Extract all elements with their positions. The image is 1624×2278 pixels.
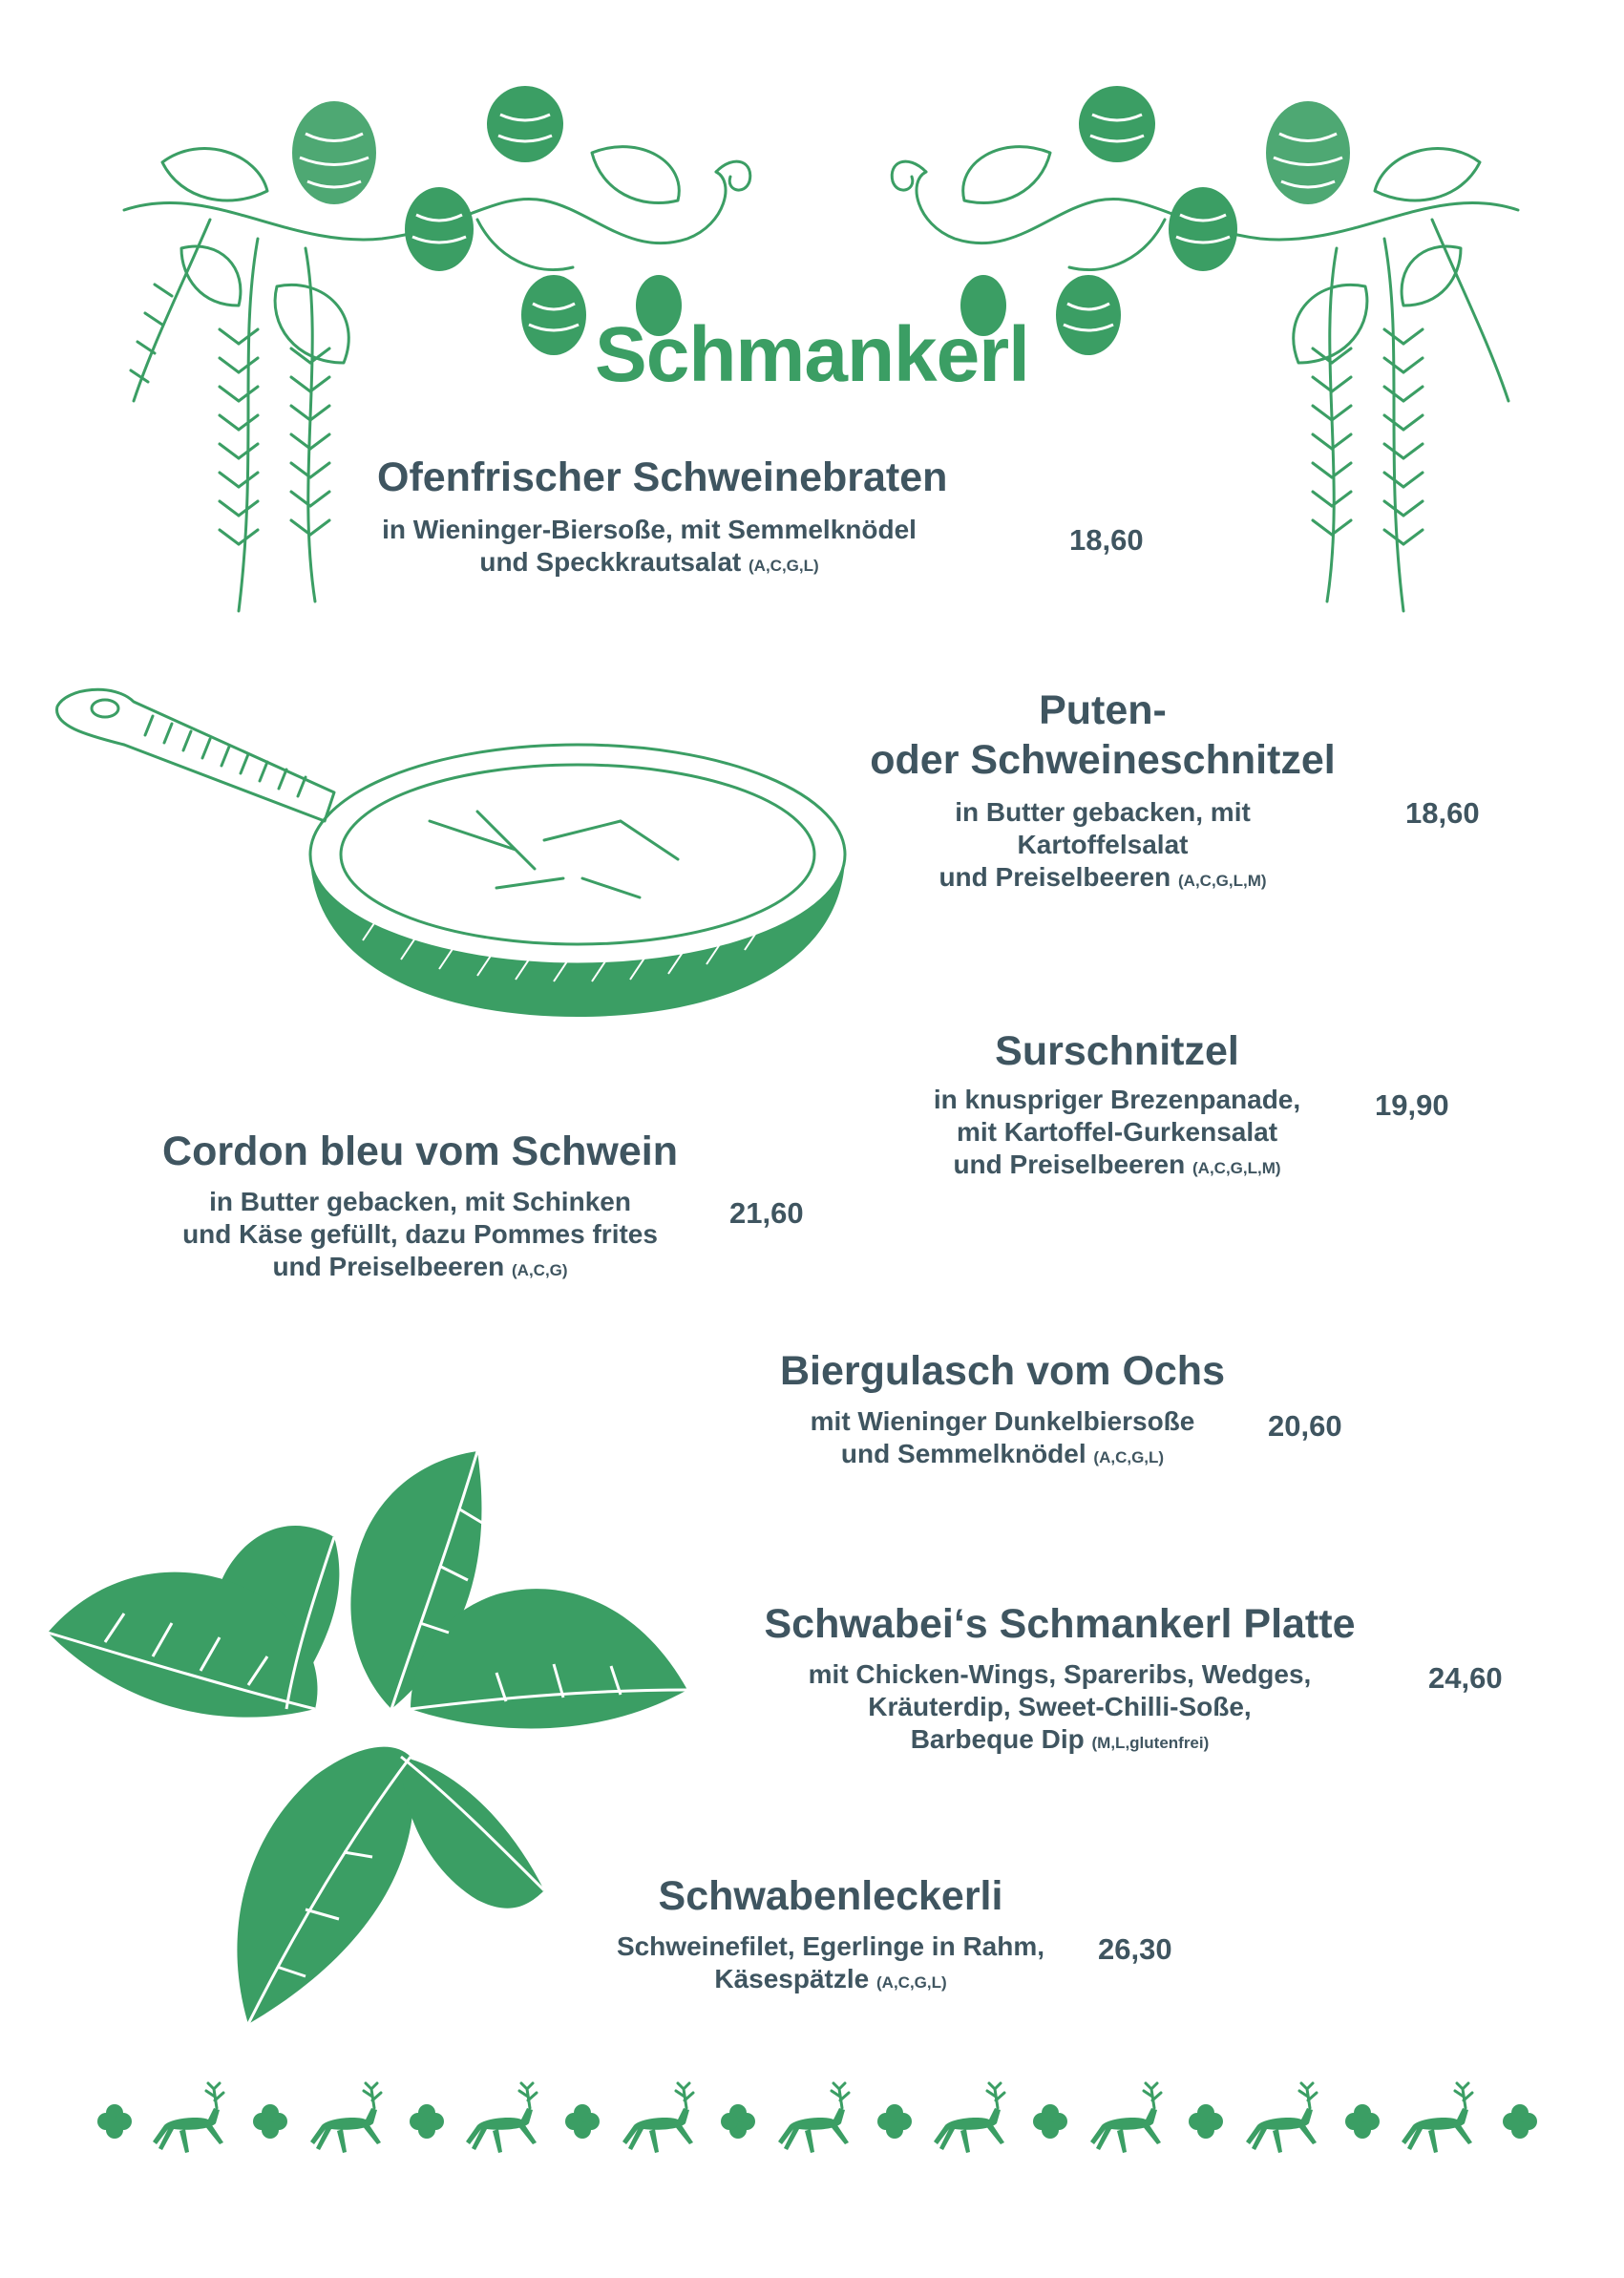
allergen-codes: (A,C,G,L) — [749, 557, 819, 575]
dish-name: Biergulasch vom Ochs — [780, 1348, 1225, 1394]
dish-name: Ofenfrischer Schweinebraten — [377, 454, 948, 500]
dish-description-line: in Butter gebacken, mit — [955, 797, 1251, 827]
clover-icon — [1033, 2104, 1067, 2139]
dish-price: 21,60 — [729, 1196, 804, 1230]
menu-title: Schmankerl — [595, 311, 1029, 398]
dish-name: Schwabei‘s Schmankerl Platte — [764, 1601, 1356, 1647]
dish-cordon-bleu — [143, 1127, 697, 1287]
dish-name: Cordon bleu vom Schwein — [162, 1128, 678, 1174]
dish-description-line: mit Chicken-Wings, Spareribs, Wedges, — [808, 1659, 1312, 1689]
clover-icon — [1345, 2104, 1380, 2139]
deer-icon — [778, 2083, 849, 2153]
dish-description-line: Schweinefilet, Egerlinge in Rahm, — [616, 1931, 1045, 1961]
dish-description-line: in knuspriger Brezenpanade, — [933, 1085, 1301, 1114]
dish-description-line: Kartoffelsalat — [1017, 830, 1189, 859]
dish-description-line: und Preiselbeeren (A,C,G) — [272, 1252, 568, 1281]
deer-icon — [1402, 2083, 1472, 2153]
dish-description-line: und Preiselbeeren (A,C,G,L,M) — [953, 1150, 1281, 1179]
clover-icon — [1503, 2104, 1537, 2139]
clover-icon — [565, 2104, 600, 2139]
dish-description-line: Käsespätzle (A,C,G,L) — [714, 1964, 947, 1993]
dish-description-line: und Semmelknödel (A,C,G,L) — [840, 1439, 1165, 1468]
frying-pan-illustration — [48, 678, 812, 1060]
clover-icon — [410, 2104, 444, 2139]
clover-icon — [1189, 2104, 1223, 2139]
dish-description-line: Kräuterdip, Sweet-Chilli-Soße, — [868, 1692, 1252, 1721]
dish-schmankerl-platte — [745, 1599, 1375, 1760]
dish-name: Puten- — [1039, 687, 1167, 733]
deer-icon — [153, 2083, 223, 2153]
allergen-codes: (A,C,G,L) — [1093, 1448, 1165, 1466]
dish-description-line: und Speckkrautsalat (A,C,G,L) — [479, 547, 819, 577]
clover-icon — [877, 2104, 912, 2139]
clover-icon — [721, 2104, 755, 2139]
dish-biergulasch — [745, 1346, 1260, 1474]
deer-icon — [622, 2083, 693, 2153]
dish-description-line: Barbeque Dip (M,L,glutenfrei) — [910, 1724, 1210, 1754]
dish-name: oder Schweineschnitzel — [870, 737, 1336, 783]
deer-icon — [934, 2083, 1004, 2153]
dish-name: Surschnitzel — [995, 1028, 1239, 1074]
allergen-codes: (A,C,G,L,M) — [1178, 872, 1267, 890]
dish-description-line: in Wieninger-Biersoße, mit Semmelknödel — [382, 515, 917, 544]
dish-description-line: mit Kartoffel-Gurkensalat — [956, 1117, 1278, 1147]
dish-price: 26,30 — [1098, 1932, 1172, 1966]
deer-icon — [310, 2083, 381, 2153]
decorative-border — [0, 2081, 1624, 2167]
clover-icon — [97, 2104, 132, 2139]
deer-icon — [1090, 2083, 1161, 2153]
allergen-codes: (M,L,glutenfrei) — [1091, 1734, 1210, 1752]
dish-price: 18,60 — [1069, 523, 1144, 557]
allergen-codes: (A,C,G) — [512, 1261, 568, 1279]
dish-surschnitzel — [878, 1026, 1356, 1185]
clover-icon — [253, 2104, 287, 2139]
deer-icon — [1246, 2083, 1317, 2153]
dish-description-line: mit Wieninger Dunkelbiersoße — [810, 1406, 1195, 1436]
dish-price: 19,90 — [1375, 1088, 1449, 1122]
dish-name: Schwabenleckerli — [658, 1873, 1003, 1919]
allergen-codes: (A,C,G,L) — [876, 1973, 947, 1992]
allergen-codes: (A,C,G,L,M) — [1192, 1159, 1281, 1177]
dish-schnitzel — [816, 686, 1389, 897]
dish-price: 20,60 — [1268, 1409, 1342, 1443]
dish-description-line: und Preiselbeeren (A,C,G,L,M) — [939, 862, 1267, 892]
dish-description-line: in Butter gebacken, mit Schinken — [209, 1187, 631, 1216]
dish-schweinebraten — [377, 453, 948, 582]
dish-description-line: und Käse gefüllt, dazu Pommes frites — [182, 1219, 658, 1249]
dish-price: 24,60 — [1428, 1661, 1503, 1695]
dish-price: 18,60 — [1405, 796, 1480, 830]
deer-icon — [466, 2083, 537, 2153]
dish-schwabenleckerli — [592, 1871, 1069, 1999]
